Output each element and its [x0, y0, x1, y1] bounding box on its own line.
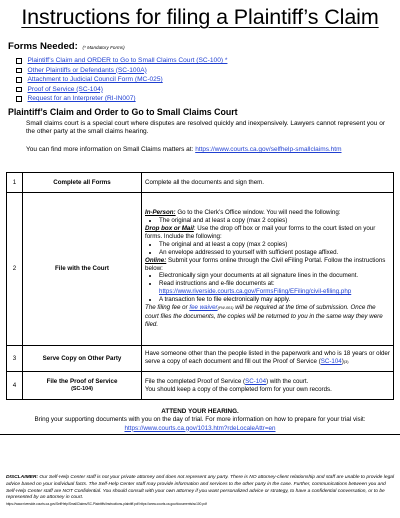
- in-person-list: [159, 217, 390, 225]
- list-item: [159, 280, 390, 296]
- drop-box-instructions: : Use the drop off box or mail your forms to the court listed on your forms. Include the following:: [145, 225, 376, 240]
- filing-fee-note: [145, 304, 390, 329]
- in-person-text: [145, 209, 390, 217]
- attend-link[interactable]: https://www.courts.ca.gov/1013.htm?rdeLocaleAttr=en: [124, 424, 276, 432]
- step-label: Serve Copy on Other Party: [23, 346, 142, 372]
- forms-heading-text: Forms Needed:: [8, 41, 78, 52]
- step-row-3: [7, 346, 394, 372]
- more-info-link[interactable]: https://www.courts.ca.gov/selfhelp-smallclaims.htm: [195, 146, 342, 153]
- mandatory-note: (* Mandatory Forms): [82, 45, 125, 50]
- step-row-1: [7, 173, 394, 193]
- page-title: Instructions for filing a Plaintiff’s Claim: [21, 5, 379, 29]
- step-row-4: [7, 372, 394, 400]
- checkbox-icon[interactable]: [16, 77, 22, 83]
- file-pos-text-end: ) with the court.: [266, 377, 309, 385]
- efile-text: Read instructions and e-file documents at:: [159, 280, 275, 288]
- form-item: [16, 94, 227, 104]
- efile-link[interactable]: https://www.riverside.courts.ca.gov/FormsFiling/EFiling/civil-efiling.php: [159, 288, 352, 296]
- form-link-sc100[interactable]: Plaintiff’s Claim and ORDER to Go to Small Claims Court (SC-100) *: [27, 57, 228, 64]
- serve-text-end: ): [341, 358, 344, 365]
- more-info-text: You can find more information on Small Claims matters at:: [26, 146, 196, 153]
- list-item: • A transaction fee to file electronically may apply.: [159, 296, 390, 304]
- form-item: [16, 66, 227, 76]
- form-item: [16, 85, 227, 95]
- online-list: [159, 272, 390, 304]
- drop-box-label: Drop box or Mail: [145, 225, 194, 233]
- step-number: 2: [7, 193, 23, 346]
- form-item: [16, 56, 227, 66]
- list-item: • Electronically sign your documents at all signature lines in the document.: [159, 272, 390, 280]
- forms-list: [16, 56, 227, 104]
- attend-hearing: [6, 408, 394, 433]
- file-pos-text: File the completed Proof of Service (: [145, 377, 246, 385]
- sc104-link[interactable]: SC-104: [320, 358, 342, 365]
- step-description: Complete all the documents and sign them.: [142, 173, 394, 193]
- step-number: 4: [7, 372, 23, 400]
- checkbox-icon[interactable]: [16, 87, 22, 93]
- online-text: [145, 257, 390, 273]
- form-link-mc025[interactable]: Attachment to Judicial Council Form (MC-025): [27, 76, 163, 84]
- online-label: Online:: [145, 256, 167, 264]
- checkbox-icon[interactable]: [16, 58, 22, 64]
- fee-prefix: The filing fee or: [145, 304, 190, 312]
- more-info: [26, 146, 392, 154]
- drop-box-list: [159, 241, 390, 257]
- disclaimer-urls: https://www.riverside.courts.ca.gov/SelfHelp/SmallClaims/SC-Plaintiffs/Instructions-plaintiff.pdf https://www.courts.ca.gov/documents/sc100.pdf: [6, 502, 207, 507]
- forms-heading: [8, 41, 125, 52]
- checkbox-icon[interactable]: [16, 96, 22, 102]
- list-item: • The original and at least a copy (max 2 copies): [159, 241, 390, 249]
- step-description: [142, 346, 394, 372]
- form-link-sc104[interactable]: Proof of Service (SC-104): [27, 85, 103, 93]
- step-label: Complete all Forms: [23, 173, 142, 193]
- form-link-sc100a[interactable]: Other Plaintiffs or Defendants (SC-100A): [27, 66, 147, 74]
- step-label-sub: (SC-104): [71, 385, 93, 392]
- step-description: [142, 193, 394, 346]
- fee-waiver-link[interactable]: fee waiver: [189, 304, 218, 312]
- attend-text: Bring your supporting documents with you on the day of trial. For more information on how to prepare for your trial visit:: [34, 416, 366, 424]
- disclaimer-label: DISCLAIMER:: [6, 475, 39, 480]
- step-number: 1: [7, 173, 23, 193]
- attend-heading: ATTEND YOUR HEARING.: [161, 408, 239, 415]
- step-number: 3: [7, 346, 23, 372]
- step-description: [142, 372, 394, 400]
- serve-text: Have someone other than the people listed in the paperwork and who is 18 years or older serve a copy of each document and fill out the Proof of Service (: [145, 350, 390, 365]
- online-instructions: Submit your forms online through the Civil eFiling Portal. Follow the instructions below:: [145, 256, 386, 272]
- form-link-ri-in007[interactable]: Request for an Interpreter (RI-IN007): [27, 95, 136, 103]
- list-item: • An envelope addressed to yourself with sufficient postage affixed.: [159, 249, 390, 257]
- form-item: [16, 75, 227, 85]
- sc104-link[interactable]: SC-104: [245, 377, 267, 385]
- step-label: [23, 372, 142, 400]
- section-intro: Small claims court is a special court where disputes are resolved quickly and inexpensively. Lawyers cannot represent you or the other party at the small claims hearing.: [26, 120, 385, 136]
- serve-ref: (3): [343, 360, 349, 364]
- checkbox-icon[interactable]: [16, 68, 22, 74]
- step-row-2: [7, 193, 394, 346]
- file-pos-note: You should keep a copy of the completed form for your own records.: [145, 385, 332, 393]
- steps-table: [6, 172, 394, 400]
- section-heading: Plaintiff’s Claim and Order to Go to Small Claims Court: [8, 107, 238, 117]
- drop-box-text: [145, 225, 390, 241]
- list-item: • The original and at least a copy (max 2 copies): [159, 217, 390, 225]
- divider: [0, 434, 400, 435]
- fee-waiver-ref: (FW-001): [217, 306, 234, 311]
- in-person-instructions: Go to the Clerk’s Office window. You will need the following:: [175, 209, 341, 217]
- in-person-label: In-Person:: [145, 209, 176, 217]
- step-label: File with the Court: [23, 193, 142, 346]
- step-label-text: File the Proof of Service: [46, 377, 118, 385]
- disclaimer-text: Our Self-Help Center staff is not your private attorney and does not represent any party. There is NO attorney-client relationship and staff are unable to provide legal advice based on your individual facts. The Self-Help Center staff may provide information and services to the other party in the case. Further, communications between you and Self-Help Center staff are NOT Confidential. You should consult with your own attorney if you want personalized advice or strategy, to have a confidential conversation, or to be represented by an attorney in court.: [6, 475, 395, 501]
- fee-text: will be required at the time of submission. Once the court files the documents, the copies will be returned to you in the same way they were filed.: [145, 304, 383, 328]
- disclaimer: [6, 475, 396, 507]
